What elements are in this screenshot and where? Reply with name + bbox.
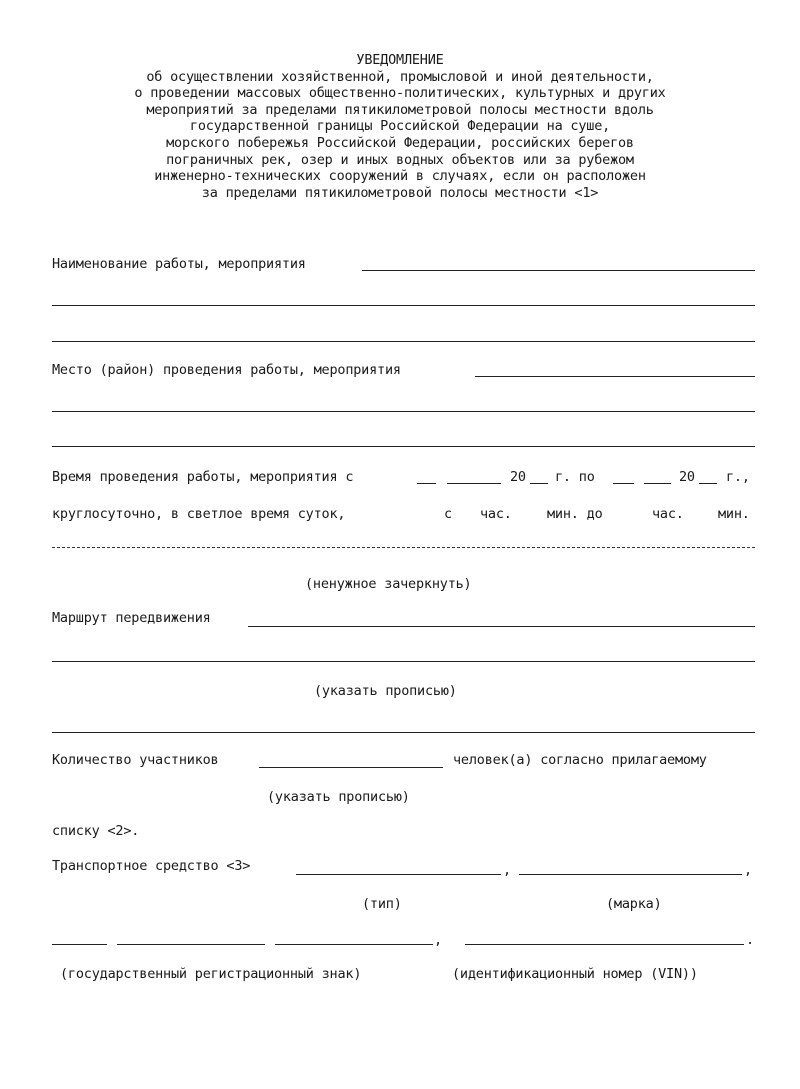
time-min2-label: мин. <box>718 506 750 522</box>
time-hours1-label: час. <box>480 506 512 522</box>
time-year2-prefix: 20 <box>679 469 695 485</box>
vehicle-type-note: (тип) <box>362 896 402 912</box>
vehicle-brand-note: (марка) <box>606 896 662 912</box>
header-line: об осуществлении хозяйственной, промысловой и иной деятельности, <box>146 68 654 85</box>
header-line: морского побережья Российской Федерации, российских берегов <box>166 134 634 151</box>
time-end-year-field[interactable] <box>699 483 717 484</box>
vehicle-comma2: , <box>744 862 752 878</box>
vehicle-type-field[interactable] <box>296 874 501 875</box>
vin-field[interactable] <box>465 944 744 945</box>
route-field-line2[interactable] <box>52 661 755 662</box>
vin-note: (идентификационный номер (VIN)) <box>452 966 698 982</box>
place-label: Место (район) проведения работы, мероприятия <box>52 362 401 378</box>
vehicle-comma1: , <box>503 862 511 878</box>
time-label: Время проведения работы, мероприятия с <box>52 469 354 485</box>
list-reference: списку <2>. <box>52 823 140 839</box>
place-field[interactable] <box>475 376 755 377</box>
work-name-field[interactable] <box>362 270 755 271</box>
reg-sign-field-part1[interactable] <box>52 944 107 945</box>
reg-sign-field-part3[interactable] <box>275 944 433 945</box>
time-year1-prefix: 20 <box>510 469 526 485</box>
route-note: (указать прописью) <box>314 683 457 699</box>
time-to-label: г. по <box>555 469 595 485</box>
time-start-day-field[interactable] <box>417 483 436 484</box>
reg-sign-note: (государственный регистрационный знак) <box>60 966 362 982</box>
work-name-field-line2[interactable] <box>52 305 755 306</box>
route-field-line3[interactable] <box>52 732 755 733</box>
time-end-day-field[interactable] <box>613 483 634 484</box>
participants-label: Количество участников <box>52 752 219 768</box>
header-line: пограничных рек, озер и иных водных объектов или за рубежом <box>166 151 634 168</box>
time-from-label: с <box>444 506 452 522</box>
route-field[interactable] <box>248 626 755 627</box>
vehicle-brand-field[interactable] <box>519 874 742 875</box>
time-separator-line <box>52 547 755 548</box>
form-title: УВЕДОМЛЕНИЕ <box>356 52 444 68</box>
time-start-year-field[interactable] <box>530 483 548 484</box>
vehicle-comma3: , <box>434 932 442 948</box>
time-start-month-field[interactable] <box>447 483 501 484</box>
vehicle-label: Транспортное средство <3> <box>52 858 251 874</box>
place-field-line3[interactable] <box>52 446 755 447</box>
participants-field[interactable] <box>259 767 443 768</box>
header-line: инженерно-технических сооружений в случаях, если он расположен <box>154 168 646 185</box>
route-label: Маршрут передвижения <box>52 610 211 626</box>
work-name-field-line3[interactable] <box>52 341 755 342</box>
header-line: мероприятий за пределами пятикилометровой полосы местности вдоль <box>146 101 654 118</box>
place-field-line2[interactable] <box>52 411 755 412</box>
strike-note: (ненужное зачеркнуть) <box>305 576 472 592</box>
header-line: государственной границы Российской Федерации на суше, <box>189 118 611 135</box>
work-name-label: Наименование работы, мероприятия <box>52 256 306 272</box>
vin-period: . <box>746 932 754 948</box>
time-min1-label: мин. до <box>547 506 603 522</box>
time-mode-text: круглосуточно, в светлое время суток, <box>52 506 346 522</box>
header-line: за пределами пятикилометровой полосы местности <1> <box>201 184 599 201</box>
form-header <box>0 52 800 201</box>
time-hours2-label: час. <box>652 506 684 522</box>
time-end-month-field[interactable] <box>644 483 671 484</box>
header-line: о проведении массовых общественно-политических, культурных и других <box>134 85 666 102</box>
time-year2-suffix: г., <box>726 469 750 485</box>
reg-sign-field-part2[interactable] <box>117 944 265 945</box>
participants-suffix: человек(а) согласно прилагаемому <box>453 752 707 768</box>
participants-note: (указать прописью) <box>267 789 410 805</box>
